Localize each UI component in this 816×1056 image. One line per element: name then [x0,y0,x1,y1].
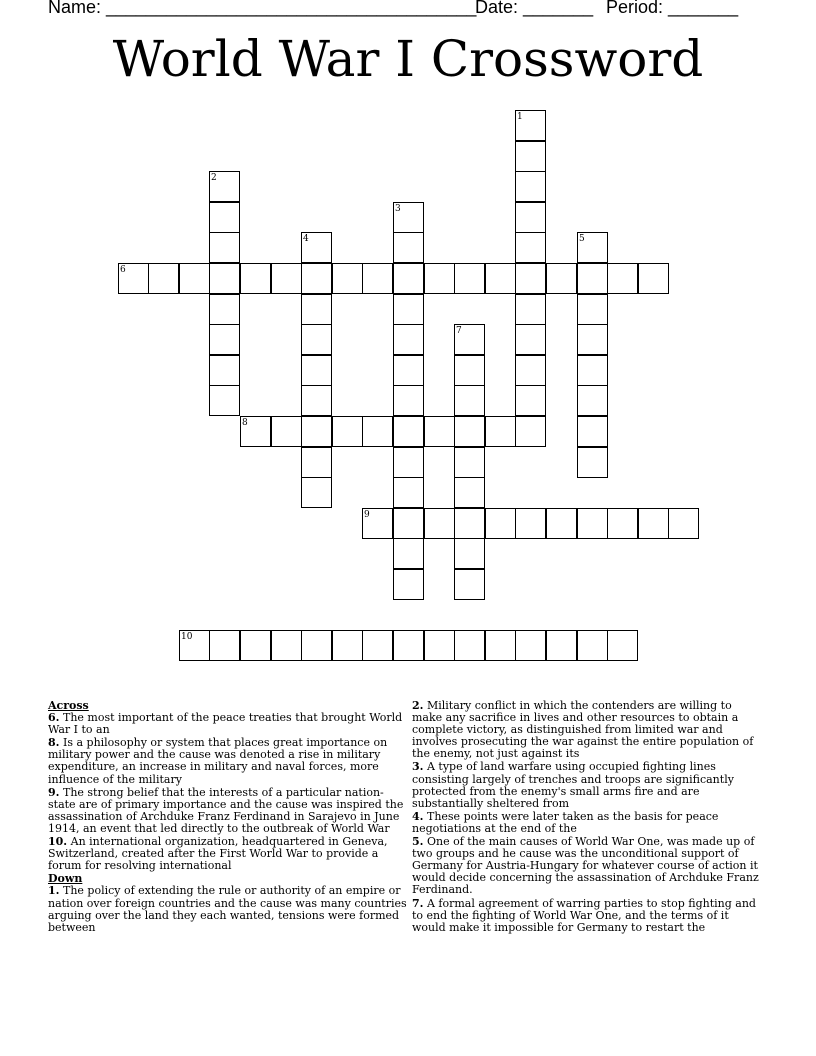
grid-cell[interactable] [393,324,424,355]
grid-cell[interactable] [515,202,546,233]
grid-cell[interactable] [301,447,332,478]
down-clue-list-left [48,885,410,933]
grid-cell[interactable] [240,263,271,294]
clue-text: A formal agreement of warring parties to stop fighting and to end the fighting of World War One, and the terms of it would make it impossible for Germany to restart the [412,896,756,934]
clue-item [412,700,764,760]
grid-cell[interactable] [118,263,149,294]
grid-cell[interactable] [515,171,546,202]
grid-cell[interactable] [209,202,240,233]
grid-cell[interactable] [577,385,608,416]
grid-cell[interactable] [485,416,516,447]
cell-number: 4 [303,234,309,244]
clue-number: 7. [412,896,424,910]
grid-cell[interactable] [577,294,608,325]
grid-cell[interactable] [393,477,424,508]
down-clue-list-right [412,700,764,934]
clue-item [48,836,410,872]
grid-cell[interactable] [454,508,485,539]
grid-cell[interactable] [577,355,608,386]
grid-cell[interactable] [301,477,332,508]
grid-cell[interactable] [546,630,577,661]
grid-cell[interactable] [515,294,546,325]
grid-cell[interactable] [332,630,363,661]
grid-cell[interactable] [301,324,332,355]
grid-cell[interactable] [577,508,608,539]
clue-number: 9. [48,785,60,799]
grid-cell[interactable] [424,263,455,294]
clue-number: 5. [412,835,424,849]
grid-cell[interactable] [454,355,485,386]
cell-number: 9 [364,510,370,520]
clue-item [412,898,764,934]
grid-cell[interactable] [393,232,424,263]
grid-cell[interactable] [515,385,546,416]
grid-cell[interactable] [301,294,332,325]
grid-cell[interactable] [179,263,210,294]
grid-cell[interactable] [332,263,363,294]
grid-cell[interactable] [209,324,240,355]
grid-cell[interactable] [301,232,332,263]
grid-cell[interactable] [638,263,669,294]
grid-cell[interactable] [209,171,240,202]
grid-cell[interactable] [393,416,424,447]
grid-cell[interactable] [577,416,608,447]
grid-cell[interactable] [362,416,393,447]
clue-item [412,811,764,835]
grid-cell[interactable] [424,416,455,447]
clue-text: The most important of the peace treaties that brought World War I to an [48,711,403,737]
clue-number: 6. [48,711,60,725]
grid-cell[interactable] [577,630,608,661]
grid-cell[interactable] [393,294,424,325]
cell-number: 6 [120,265,126,275]
page-title: World War I Crossword [112,30,704,88]
grid-cell[interactable] [515,630,546,661]
grid-cell[interactable] [271,416,302,447]
clue-text: An international organization, headquartered in Geneva, Switzerland, created after the First World War to provide a forum for resolving international [48,835,388,873]
clue-item [48,787,410,835]
grid-cell[interactable] [577,263,608,294]
grid-cell[interactable] [454,538,485,569]
grid-cell[interactable] [393,630,424,661]
grid-cell[interactable] [485,630,516,661]
grid-cell[interactable] [454,263,485,294]
grid-cell[interactable] [240,416,271,447]
clues-right-column [412,700,764,935]
cell-number: 10 [181,632,193,642]
clue-number: 8. [48,736,60,750]
cell-number: 1 [517,112,523,122]
grid-cell[interactable] [240,630,271,661]
grid-cell[interactable] [546,508,577,539]
grid-cell[interactable] [607,263,638,294]
clue-number: 10. [48,835,68,849]
grid-cell[interactable] [515,324,546,355]
cell-number: 8 [242,418,248,428]
grid-cell[interactable] [424,508,455,539]
clue-number: 3. [412,760,424,774]
grid-cell[interactable] [454,477,485,508]
across-clue-list [48,712,410,872]
grid-cell[interactable] [209,385,240,416]
grid-cell[interactable] [515,232,546,263]
grid-cell[interactable] [424,630,455,661]
grid-cell[interactable] [393,538,424,569]
grid-cell[interactable] [301,416,332,447]
cell-number: 5 [579,234,585,244]
clue-text: These points were later taken as the basis for peace negotiations at the end of the [412,809,719,835]
grid-cell[interactable] [454,569,485,600]
grid-cell[interactable] [515,263,546,294]
clue-number: 1. [48,884,60,898]
grid-cell[interactable] [393,355,424,386]
grid-cell[interactable] [454,630,485,661]
cell-number: 2 [211,173,217,183]
grid-cell[interactable] [577,447,608,478]
grid-cell[interactable] [454,447,485,478]
clue-number: 4. [412,809,424,823]
clues-left-column [48,700,410,935]
grid-cell[interactable] [638,508,669,539]
grid-cell[interactable] [454,385,485,416]
cell-number: 3 [395,204,401,214]
grid-cell[interactable] [362,508,393,539]
grid-cell[interactable] [454,416,485,447]
grid-cell[interactable] [209,263,240,294]
grid-cell[interactable] [332,416,363,447]
grid-cell[interactable] [271,630,302,661]
grid-cell[interactable] [301,385,332,416]
grid-cell[interactable] [515,508,546,539]
clue-item [48,885,410,933]
grid-cell[interactable] [607,508,638,539]
grid-cell[interactable] [454,324,485,355]
clue-number: 2. [412,699,424,712]
grid-cell[interactable] [301,263,332,294]
grid-cell[interactable] [546,263,577,294]
grid-cell[interactable] [515,355,546,386]
grid-cell[interactable] [515,141,546,172]
date-field[interactable]: Date: _______ [475,0,594,17]
across-heading: Across [48,699,89,712]
grid-cell[interactable] [148,263,179,294]
clue-item [412,836,764,896]
grid-cell[interactable] [515,110,546,141]
grid-cell[interactable] [393,569,424,600]
grid-cell[interactable] [301,355,332,386]
grid-cell[interactable] [393,508,424,539]
clue-text: One of the main causes of World War One, was made up of two groups and he cause was the unconditional support of Germany for Austria-Hungary for whatever course of action it would decide concerning the assassination of Archduke Franz Ferdinand. [412,835,759,897]
clue-text: Military conflict in which the contenders are willing to make any sacrifice in lives and other resources to obtain a complete victory, as distinguished from limited war and involves prosecuting the war against the entire population of the enemy, not just against its [412,699,754,761]
clue-text: A type of land warfare using occupied fighting lines consisting largely of trenches and troops are significantly protected from the enemy's small arms fire and are substantially sheltered from [412,760,734,810]
grid-cell[interactable] [485,508,516,539]
grid-cell[interactable] [209,232,240,263]
grid-cell[interactable] [362,630,393,661]
grid-cell[interactable] [209,355,240,386]
grid-cell[interactable] [577,232,608,263]
cell-number: 7 [456,326,462,336]
grid-cell[interactable] [485,263,516,294]
clue-text: Is a philosophy or system that places great importance on military power and the cause was denoted a rise in military expenditure, an increase in military and naval forces, more influence of the military [48,736,388,786]
grid-cell[interactable] [209,630,240,661]
down-heading: Down [48,872,83,886]
grid-cell[interactable] [362,263,393,294]
header-line [48,0,768,21]
grid-cell[interactable] [209,294,240,325]
clue-item [412,761,764,809]
clue-item [48,712,410,736]
grid-cell[interactable] [668,508,699,539]
grid-cell[interactable] [607,630,638,661]
grid-cell[interactable] [393,447,424,478]
grid-cell[interactable] [393,385,424,416]
clue-text: The policy of extending the rule or authority of an empire or nation over foreign countries and the cause was many countries arguing over the land they each wanted, tensions were formed between [48,884,407,934]
name-field[interactable]: Name: _____________________________________ [48,0,477,17]
grid-cell[interactable] [179,630,210,661]
clue-text: The strong belief that the interests of a particular nation-state are of primary importance and the cause was inspired the assassination of Archduke Franz Ferdinand in Sarajevo in June 1914, an event that led directly to the outbreak of World War [48,785,404,835]
grid-cell[interactable] [271,263,302,294]
grid-cell[interactable] [393,202,424,233]
clue-item [48,737,410,785]
grid-cell[interactable] [393,263,424,294]
period-field[interactable]: Period: _______ [606,0,739,17]
grid-cell[interactable] [577,324,608,355]
grid-cell[interactable] [515,416,546,447]
grid-cell[interactable] [301,630,332,661]
